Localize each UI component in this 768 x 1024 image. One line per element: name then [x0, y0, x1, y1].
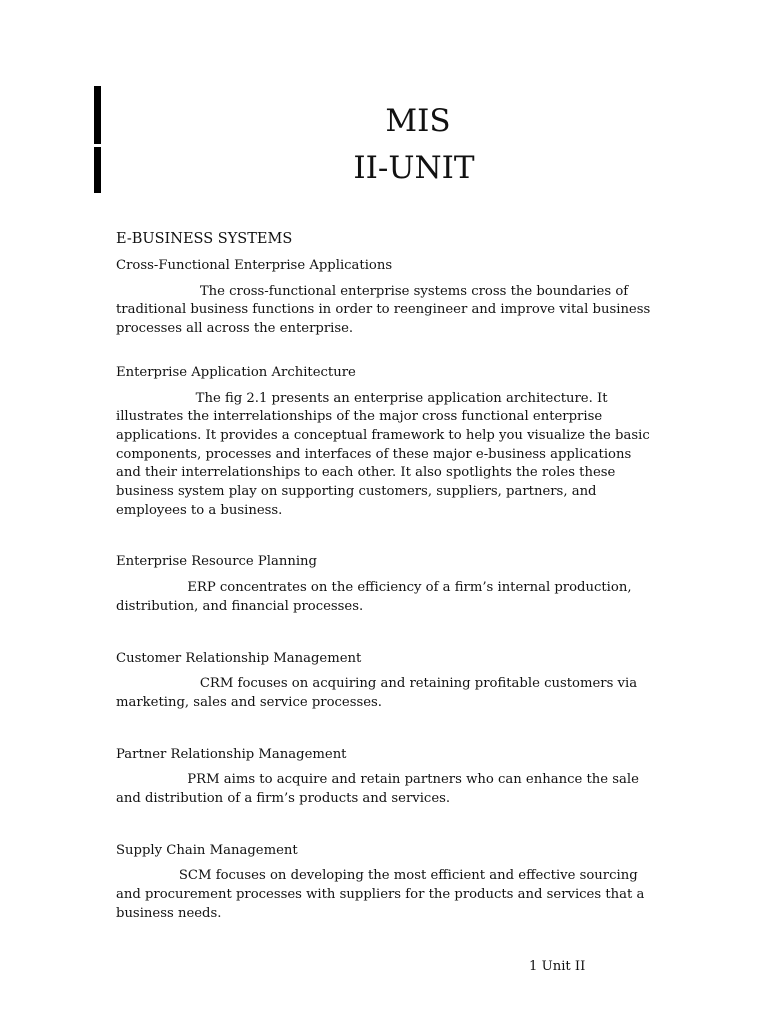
- section-paragraph-scm: [116, 867, 656, 923]
- document-body: [116, 229, 656, 924]
- paragraph-indent: [116, 772, 187, 787]
- section-paragraph-erp: [116, 579, 656, 616]
- paragraph-text: CRM focuses on acquiring and retaining profitable customers via marketing, sales and service processes.: [116, 676, 638, 710]
- paragraph-indent: [116, 391, 196, 406]
- section-heading-prm: Partner Relationship Management: [116, 746, 347, 762]
- section-heading-cross-functional: Cross-Functional Enterprise Applications: [116, 258, 393, 273]
- section-paragraph-cross-functional: [116, 283, 656, 339]
- document-subtitle: II-UNIT: [353, 150, 475, 186]
- paragraph-text: The cross-functional enterprise systems cross the boundaries of traditional business functions in order to reengineer and improve vital business processes all across the enterprise.: [116, 283, 651, 337]
- paragraph-indent: [116, 580, 187, 595]
- paragraph-indent: [116, 868, 179, 883]
- page-footer: 1 Unit II: [529, 959, 586, 974]
- paragraph-text: PRM aims to acquire and retain partners who can enhance the sale and distribution of a firm’s products and services.: [116, 772, 639, 807]
- document-title: MIS: [385, 103, 451, 139]
- section-heading-crm: Customer Relationship Management: [116, 650, 362, 666]
- section-heading-architecture: Enterprise Application Architecture: [116, 364, 356, 380]
- paragraph-indent: [116, 284, 200, 299]
- section-heading-erp: Enterprise Resource Planning: [116, 554, 317, 570]
- section-paragraph-prm: [116, 771, 656, 808]
- section-paragraph-architecture: [116, 390, 656, 521]
- main-heading: E-BUSINESS SYSTEMS: [116, 231, 293, 247]
- paragraph-text: ERP concentrates on the efficiency of a firm’s internal production, distribution, and financial processes.: [116, 580, 632, 614]
- section-heading-scm: Supply Chain Management: [116, 842, 298, 858]
- paragraph-text: SCM focuses on developing the most efficient and effective sourcing and procurement processes with suppliers for the products and services that a business needs.: [116, 868, 645, 921]
- paragraph-text: The fig 2.1 presents an enterprise application architecture. It illustrates the interrelationships of the major cross functional enterprise applications. It provides a conceptual framework to help you visualize the basic components, processes and interfaces of these major e-business applications and their interrelationships to each other. It also spotlights the roles these business system play on supporting customers, suppliers, partners, and employees to a business.: [116, 390, 650, 518]
- section-paragraph-crm: [116, 675, 656, 712]
- paragraph-indent: [116, 676, 200, 691]
